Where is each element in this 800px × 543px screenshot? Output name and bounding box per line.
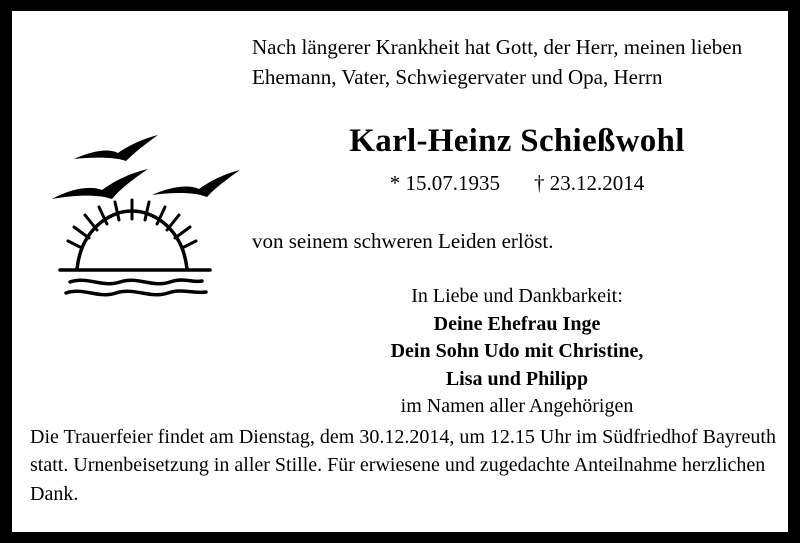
- notice-sheet: [12, 11, 788, 532]
- death-date: † 23.12.2014: [534, 171, 645, 195]
- family-line-2: Dein Sohn Udo mit Christine,: [390, 340, 644, 363]
- family-lead: In Liebe und Dankbarkeit:: [411, 285, 623, 307]
- deceased-name: Karl-Heinz Schießwohl: [349, 123, 685, 159]
- family-block: [252, 283, 782, 421]
- released-text: von seinem schweren Leiden erlöst.: [252, 229, 554, 253]
- family-line-4: im Namen aller Angehörigen: [400, 395, 634, 418]
- family-line-1: Deine Ehefrau Inge: [433, 312, 601, 335]
- birth-date: * 15.07.1935: [389, 171, 500, 195]
- life-dates: [252, 171, 782, 196]
- family-line-3: Lisa und Philipp: [445, 367, 589, 390]
- ceremony-details: Die Trauerfeier findet am Dienstag, dem 30.12.2014, um 12.15 Uhr im Südfriedhof Bayreuth statt. Urnenbeisetzung in aller Stille. Für erwiesene und zugedachte Anteilnahme herzlichen Dank.: [30, 426, 776, 505]
- intro-text: Nach längerer Krankheit hat Gott, der Herr, meinen lieben Ehemann, Vater, Schwiegervater und Opa, Herrn: [252, 35, 743, 89]
- sunrise-with-birds-emblem: [40, 91, 250, 306]
